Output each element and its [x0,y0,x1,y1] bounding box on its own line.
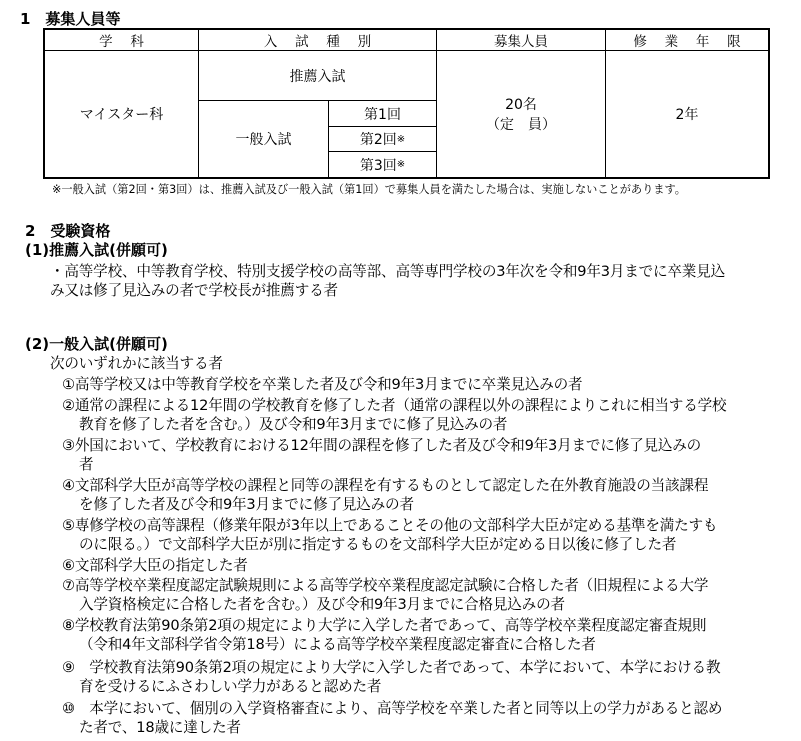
header-capacity: 募集人員 [437,30,606,51]
header-duration: 修 業 年 限 [606,30,768,51]
item-1-line-1: ①高等学校又は中等教育学校を卒業した者及び令和9年3月までに卒業見込みの者 [62,376,583,393]
department-cell: マイスター科 [45,51,199,177]
round-2-cell [329,127,437,152]
item-3-line-1: ③外国において、学校教育における12年間の課程を修了した者及び令和9年3月までに修了見込みの [62,437,702,454]
capacity-cell [437,51,606,177]
item-9-line-1: ⑨ 学校教育法第90条第2項の規定により大学に入学した者であって、本学において、本学における教 [62,659,721,676]
item-9-line-2: 育を受けるにふさわしい学力があると認めた者 [79,678,382,695]
item-5-line-1: ⑤専修学校の高等課程（修業年限が3年以上であることその他の文部科学大臣が定める基準を満たすも [62,517,718,534]
capacity-note: （定 員） [486,117,556,133]
sub-2-heading: (2)一般入試(併願可) [25,335,168,353]
item-6-line-1: ⑥文部科学大臣の指定した者 [62,557,248,574]
capacity-value: 20名 [505,97,537,113]
round-1-label: 第1回 [364,106,401,123]
section-2-heading: 2 受験資格 [25,222,111,240]
item-7-line-1: ⑦高等学校卒業程度認定試験規則による高等学校卒業程度認定試験に合格した者（旧規程による大学 [62,577,709,594]
recruitment-table [43,28,770,179]
item-4-line-1: ④文部科学大臣が高等学校の課程と同等の課程を有するものとして認定した在外教育施設の当該課程 [62,477,709,494]
item-8-line-1: ⑧学校教育法第90条第2項の規定により大学に入学した者であって、高等学校卒業程度認定審査規則 [62,617,707,634]
item-10-line-2: た者で、18歳に達した者 [79,719,241,736]
duration-cell: 2年 [675,107,699,123]
round-2-label: 第2回 [359,132,397,148]
round-2-mark: ※ [396,133,406,145]
header-exam-type: 入 試 種 別 [199,30,437,51]
item-4-line-2: を修了した者及び令和9年3月までに修了見込みの者 [79,496,414,513]
general-exam-cell: 一般入試 [199,101,329,177]
round-3-mark: ※ [396,159,406,170]
round-3-cell [329,152,437,177]
item-10-line-1: ⑩ 本学において、個別の入学資格審査により、高等学校を卒業した者と同等以上の学力があると認め [62,700,723,717]
round-1-cell [329,101,437,127]
recommend-exam-cell: 推薦入試 [199,51,437,101]
item-3-line-2: 者 [79,456,94,473]
item-2-line-2: 教育を修了した者を含む。）及び令和9年3月までに修了見込みの者 [79,416,508,433]
round-3-label: 第3回 [359,157,397,174]
table-footnote: ※一般入試（第2回・第3回）は、推薦入試及び一般入試（第1回）で募集人員を満たした場合は、実施しないことがあります。 [52,183,686,196]
item-8-line-2: （令和4年文部科学省令第18号）による高等学校卒業程度認定審査に合格した者 [79,636,596,653]
section-1-heading: 1 募集人員等 [20,10,121,28]
header-department: 学 科 [45,30,199,51]
item-7-line-2: 入学資格検定に合格した者を含む。）及び令和9年3月までに合格見込みの者 [79,596,565,613]
item-2-line-1: ②通常の課程による12年間の学校教育を修了した者（通常の課程以外の課程によりこれに相当する学校 [62,397,727,414]
sub-1-line-1: ・高等学校、中等教育学校、特別支援学校の高等部、高等専門学校の3年次を令和9年3月までに卒業見込 [50,263,725,280]
sub-1-heading: (1)推薦入試(併願可) [25,241,168,259]
sub-2-intro: 次のいずれかに該当する者 [50,355,223,372]
sub-1-line-2: み又は修了見込みの者で学校長が推薦する者 [50,282,338,299]
item-5-line-2: のに限る。）で文部科学大臣が別に指定するものを文部科学大臣が定める日以後に修了した者 [79,536,677,553]
